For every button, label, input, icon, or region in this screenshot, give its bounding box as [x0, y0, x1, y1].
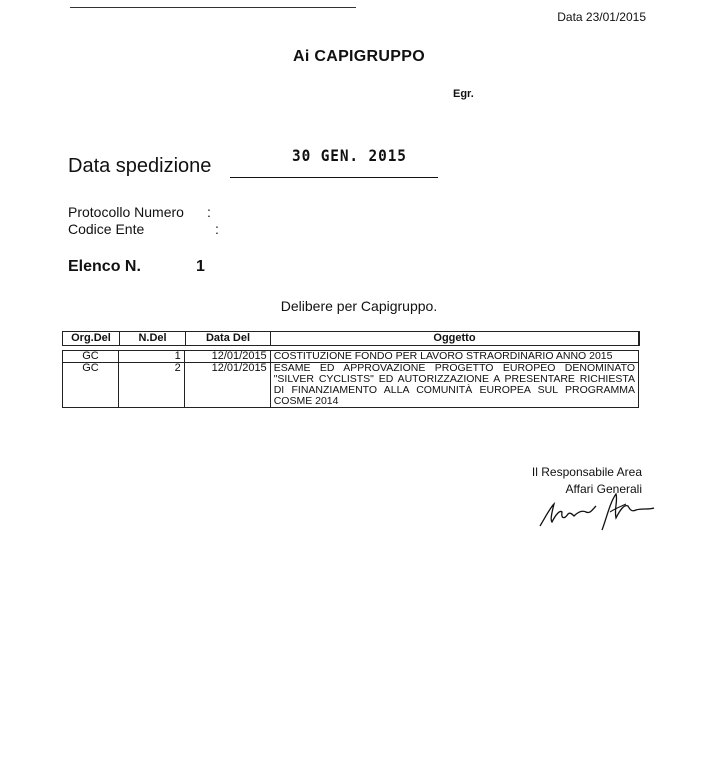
row-org: GC: [63, 363, 119, 408]
protocol-colon: :: [207, 204, 211, 220]
shipping-date-label: Data spedizione: [68, 155, 212, 177]
header-data-del: Data Del: [205, 332, 251, 344]
header-oggetto: Oggetto: [433, 332, 476, 344]
deliberations-table: [62, 350, 639, 408]
entity-code-colon: :: [215, 221, 219, 237]
list-number: 1: [196, 258, 205, 275]
row-number: 1: [118, 351, 184, 363]
row-date: 12/01/2015: [184, 363, 270, 408]
protocol-label: Protocollo Numero: [68, 204, 184, 220]
signatory-department: Affari Generali: [565, 482, 642, 496]
entity-code-label: Codice Ente: [68, 221, 145, 237]
handwritten-signature: [536, 490, 656, 532]
shipping-date-stamp: 30 GEN. 2015: [292, 146, 407, 165]
row-date: 12/01/2015: [184, 351, 270, 363]
list-subtitle: Delibere per Capigruppo.: [280, 298, 438, 314]
recipient-prefix: Egr.: [453, 88, 474, 100]
row-subject: ESAME ED APPROVAZIONE PROGETTO EUROPEO DENOMINATO "SILVER CYCLISTS" ED AUTORIZZAZIONE A PRESENTARE RICHIESTA DI FINANZIAMENTO ALLA COMUNITÀ EUROPEA SUL PROGRAMMA COSME 2014: [270, 363, 638, 408]
list-label: Elenco N.: [68, 258, 141, 275]
shipping-date-line: [230, 177, 438, 178]
row-org: GC: [63, 351, 119, 363]
row-subject: COSTITUZIONE FONDO PER LAVORO STRAORDINARIO ANNO 2015: [270, 351, 638, 363]
header-org-del: Org.Del: [71, 332, 111, 344]
header-n-del: N.Del: [138, 332, 167, 344]
document-title: Ai CAPIGRUPPO: [293, 48, 425, 65]
table-row: [63, 351, 639, 363]
signatory-title: Il Responsabile Area: [531, 465, 642, 479]
top-rule: [70, 7, 356, 8]
table-row: [63, 363, 639, 408]
row-number: 2: [118, 363, 184, 408]
table-header: [62, 331, 640, 346]
document-date: Data 23/01/2015: [557, 10, 646, 24]
